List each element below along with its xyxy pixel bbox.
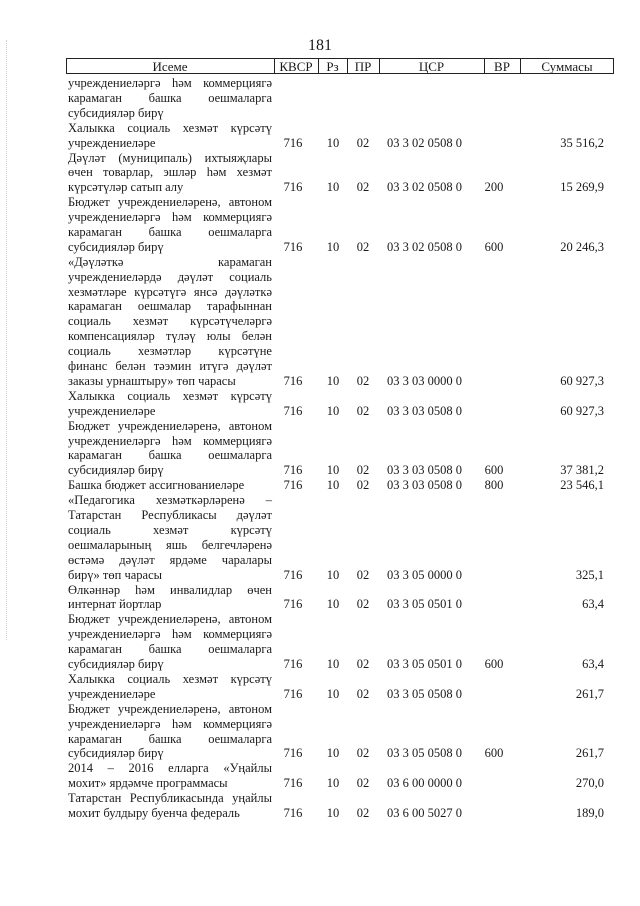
cell-sum: 261,7 xyxy=(575,686,604,701)
row-name xyxy=(68,702,272,762)
row-name-line: учреждениеләргә һәм коммерциягә xyxy=(68,210,272,225)
header-sum: Суммасы xyxy=(541,59,593,74)
header-csr: ЦСР xyxy=(418,59,445,74)
cell-pr: 02 xyxy=(356,657,370,672)
header-name: Исеме xyxy=(152,59,188,74)
cell-kvsr: 716 xyxy=(283,180,303,195)
cell-rz: 10 xyxy=(326,373,340,388)
table-header xyxy=(66,58,614,74)
cell-pr: 02 xyxy=(356,180,370,195)
cell-sum: 60 927,3 xyxy=(560,403,604,418)
cell-sum: 23 546,1 xyxy=(560,478,604,493)
row-name-line: карамаган башка оешмаларга xyxy=(68,224,272,239)
cell-rz: 10 xyxy=(326,776,340,791)
row-name-line: компенсацияләр түләү юлы белән xyxy=(68,329,272,344)
cell-csr: 03 3 05 0501 0 xyxy=(387,597,462,612)
cell-kvsr: 716 xyxy=(283,373,303,388)
row-name-line: мохит» ярдәмче программасы xyxy=(68,776,228,791)
row-name-line: учреждениеләргә һәм коммерциягә xyxy=(68,76,272,90)
row-name-line: учреждениеләргә һәм коммерциягә xyxy=(68,433,272,448)
row-name-line: карамаган башка оешмаларга xyxy=(68,731,272,746)
cell-pr: 02 xyxy=(356,806,370,821)
cell-vr: 600 xyxy=(484,239,504,254)
cell-sum: 20 246,3 xyxy=(560,239,604,254)
cell-sum: 63,4 xyxy=(582,657,604,672)
cell-rz: 10 xyxy=(326,657,340,672)
row-name-line: интернат йортлар xyxy=(68,597,162,612)
cell-csr: 03 3 05 0508 0 xyxy=(387,746,462,761)
cell-pr: 02 xyxy=(356,135,370,150)
row-name xyxy=(68,478,272,493)
row-name-line: өстәмә дәүләт ярдәме чаралары xyxy=(68,552,272,567)
cell-rz: 10 xyxy=(326,403,340,418)
cell-csr: 03 3 02 0508 0 xyxy=(387,180,462,195)
row-name xyxy=(68,76,272,121)
cell-kvsr: 716 xyxy=(283,567,303,582)
cell-csr: 03 3 05 0508 0 xyxy=(387,686,462,701)
header-pr: ПР xyxy=(354,59,372,74)
cell-sum: 15 269,9 xyxy=(560,180,604,195)
row-name-line: учреждениеләргә һәм коммерциягә xyxy=(68,716,272,731)
row-name-line: Халыкка социаль хезмәт күрсәтү xyxy=(68,388,272,403)
row-name-line: 2014 – 2016 елларга «Уңайлы xyxy=(68,761,272,776)
header-vr: ВР xyxy=(494,59,510,74)
cell-csr: 03 3 05 0000 0 xyxy=(387,567,462,582)
row-name-line: Өлкәннәр һәм инвалидлар өчен xyxy=(68,582,272,597)
row-name-line: карамаган башка оешмаларга xyxy=(68,448,272,463)
row-name-line: «Педагогика хезмәткәрләренә – xyxy=(68,493,272,508)
row-name xyxy=(68,419,272,479)
cell-kvsr: 716 xyxy=(283,478,303,493)
cell-rz: 10 xyxy=(326,135,340,150)
cell-pr: 02 xyxy=(356,373,370,388)
row-name-line: күрсәтүләр сатып алу xyxy=(68,180,184,195)
row-name-line: учреждениеләре xyxy=(68,135,156,150)
cell-rz: 10 xyxy=(326,597,340,612)
cell-rz: 10 xyxy=(326,746,340,761)
row-name-line: Татарстан Республикасында уңайлы xyxy=(68,791,272,806)
row-name xyxy=(68,389,272,419)
cell-rz: 10 xyxy=(326,686,340,701)
row-name-line: субсидияләр бирү xyxy=(68,105,164,120)
cell-pr: 02 xyxy=(356,239,370,254)
row-name-line: «Дәүләткә карамаган xyxy=(68,254,272,269)
row-name-line: субсидияләр бирү xyxy=(68,657,164,672)
cell-kvsr: 716 xyxy=(283,463,303,478)
row-name-line: субсидияләр бирү xyxy=(68,239,164,254)
cell-rz: 10 xyxy=(326,180,340,195)
cell-vr: 800 xyxy=(484,478,504,493)
cell-sum: 35 516,2 xyxy=(560,135,604,150)
row-name-line: өчен товарлар, эшләр һәм хезмәт xyxy=(68,165,272,180)
row-name-line: учреждениеләрдә дәүләт социаль xyxy=(68,269,272,284)
row-name-line: карамаган башка оешмаларга xyxy=(68,90,272,105)
row-name xyxy=(68,791,272,821)
cell-csr: 03 3 02 0508 0 xyxy=(387,135,462,150)
cell-rz: 10 xyxy=(326,567,340,582)
cell-kvsr: 716 xyxy=(283,403,303,418)
row-name-line: Татарстан Республикасы дәүләт xyxy=(68,508,272,523)
budget-table-body xyxy=(0,76,640,906)
cell-kvsr: 716 xyxy=(283,657,303,672)
row-name-line: учреждениеләре xyxy=(68,403,156,418)
page-number: 181 xyxy=(308,37,332,54)
row-name-line: социаль хезмәт күрсәтү xyxy=(68,522,272,537)
row-name-line: мохит булдыру буенча федераль xyxy=(68,806,240,821)
row-name-line: хезмәтләре күрсәтүгә янсә дәүләткә xyxy=(68,284,272,299)
cell-csr: 03 6 00 0000 0 xyxy=(387,776,462,791)
row-name-line: Дәүләт (муниципаль) ихтыяҗлары xyxy=(68,150,272,165)
row-name-line: Башка бюджет ассигнованиеләре xyxy=(68,478,245,493)
cell-kvsr: 716 xyxy=(283,135,303,150)
cell-csr: 03 3 03 0508 0 xyxy=(387,478,462,493)
cell-csr: 03 3 03 0508 0 xyxy=(387,463,462,478)
cell-vr: 600 xyxy=(484,746,504,761)
cell-sum: 261,7 xyxy=(575,746,604,761)
row-name xyxy=(68,195,272,255)
cell-sum: 63,4 xyxy=(582,597,604,612)
row-name-line: учреждениеләргә һәм коммерциягә xyxy=(68,627,272,642)
cell-rz: 10 xyxy=(326,239,340,254)
cell-pr: 02 xyxy=(356,746,370,761)
cell-csr: 03 3 05 0501 0 xyxy=(387,657,462,672)
row-name-line: Бюджет учреждениеләренә, автоном xyxy=(68,418,272,433)
row-name-line: оешмаларының яшь белгечләренә xyxy=(68,537,272,552)
cell-sum: 325,1 xyxy=(575,567,604,582)
cell-sum: 60 927,3 xyxy=(560,373,604,388)
cell-rz: 10 xyxy=(326,806,340,821)
row-name-line: субсидияләр бирү xyxy=(68,746,164,761)
cell-csr: 03 3 03 0508 0 xyxy=(387,403,462,418)
row-name-line: Бюджет учреждениеләренә, автоном xyxy=(68,195,272,210)
row-name xyxy=(68,493,272,582)
row-name-line: социаль хезмәт күрсәтүчеләргә xyxy=(68,314,272,329)
cell-kvsr: 716 xyxy=(283,686,303,701)
cell-csr: 03 3 03 0000 0 xyxy=(387,373,462,388)
row-name-line: бирү» төп чарасы xyxy=(68,567,163,582)
row-name xyxy=(68,151,272,196)
row-name-line: Халыкка социаль хезмәт күрсәтү xyxy=(68,672,272,686)
cell-vr: 600 xyxy=(484,657,504,672)
cell-pr: 02 xyxy=(356,463,370,478)
cell-pr: 02 xyxy=(356,567,370,582)
row-name xyxy=(68,583,272,613)
cell-kvsr: 716 xyxy=(283,806,303,821)
row-name-line: учреждениеләре xyxy=(68,686,156,701)
cell-pr: 02 xyxy=(356,776,370,791)
row-name-line: карамаган башка оешмаларга xyxy=(68,642,272,657)
cell-pr: 02 xyxy=(356,478,370,493)
row-name-line: Халыкка социаль хезмәт күрсәтү xyxy=(68,120,272,135)
cell-sum: 37 381,2 xyxy=(560,463,604,478)
cell-kvsr: 716 xyxy=(283,239,303,254)
row-name-line: субсидияләр бирү xyxy=(68,463,164,478)
row-name xyxy=(68,121,272,151)
cell-kvsr: 716 xyxy=(283,597,303,612)
cell-rz: 10 xyxy=(326,463,340,478)
row-name xyxy=(68,612,272,672)
row-name-line: Бюджет учреждениеләренә, автоном xyxy=(68,701,272,716)
cell-csr: 03 6 00 5027 0 xyxy=(387,806,462,821)
cell-vr: 200 xyxy=(484,180,504,195)
row-name xyxy=(68,672,272,702)
cell-pr: 02 xyxy=(356,686,370,701)
header-rz: Рз xyxy=(326,59,339,74)
row-name-line: финанс белән тәэмин итүгә дәүләт xyxy=(68,359,272,374)
cell-kvsr: 716 xyxy=(283,746,303,761)
cell-sum: 189,0 xyxy=(575,806,604,821)
row-name xyxy=(68,255,272,389)
cell-sum: 270,0 xyxy=(575,776,604,791)
row-name-line: заказы урнаштыру» төп чарасы xyxy=(68,373,236,388)
row-name-line: Бюджет учреждениеләренә, автоном xyxy=(68,612,272,627)
row-name-line: карамаган оешмалар тарафыннан xyxy=(68,299,272,314)
row-name-line: социаль хезмәтләр күрсәтүне xyxy=(68,344,272,359)
row-name xyxy=(68,761,272,791)
cell-vr: 600 xyxy=(484,463,504,478)
cell-pr: 02 xyxy=(356,403,370,418)
cell-kvsr: 716 xyxy=(283,776,303,791)
cell-pr: 02 xyxy=(356,597,370,612)
cell-csr: 03 3 02 0508 0 xyxy=(387,239,462,254)
header-kvsr: КВСР xyxy=(279,59,313,74)
cell-rz: 10 xyxy=(326,478,340,493)
